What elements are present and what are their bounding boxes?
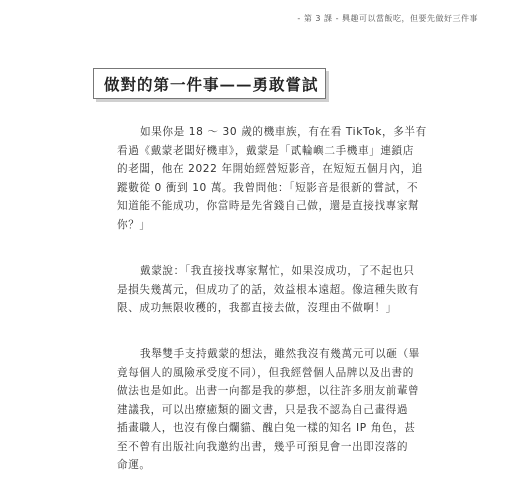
running-header: - 第 3 課 - 興趣可以當飯吃，但要先做好三件事	[297, 14, 478, 23]
paragraph-line: 的老闆，他在 2022 年開始經營短影音，在短短五個月內，追	[117, 163, 423, 175]
paragraph-3	[117, 345, 420, 475]
paragraph-line: 戴蒙說：「我直接找專家幫忙，如果沒成功，了不起也只	[140, 265, 415, 277]
paragraph-line: 你？」	[117, 218, 151, 231]
paragraph-line: 如果你是 18 ～ 30 歲的機車族，有在看 TikTok，多半有	[140, 126, 427, 138]
paragraph-line: 做法也是如此。出書一向都是我的夢想，以往許多朋友前輩曾	[117, 385, 420, 397]
paragraph-line: 蹤數從 0 衝到 10 萬。我曾問他：「短影音是很新的嘗試，不	[117, 181, 419, 194]
paragraph-line: 限、成功無限收穫的，我都直接去做，沒理由不做啊！」	[117, 302, 397, 314]
section-title-box	[93, 68, 326, 99]
paragraph-line: 知道能不能成功，你當時是先省錢自己做，還是直接找專家幫	[117, 200, 420, 212]
paragraph-line: 插畫職人，也沒有像白爛貓、醜白兔一樣的知名 IP 角色，甚	[117, 422, 416, 434]
paragraph-2	[117, 262, 420, 318]
paragraph-line: 看過《戴蒙老闆好機車》，戴蒙是「貳輪嶼二手機車」連鎖店	[117, 144, 414, 157]
paragraph-line: 命運。	[117, 459, 151, 471]
paragraph-line: 竟每個人的風險承受度不同），但我經營個人品牌以及出書的	[117, 366, 414, 379]
paragraph-line: 建議我，可以出療癒類的圖文書，只是我不認為自己畫得過	[117, 403, 409, 416]
paragraph-line: 至不曾有出版社向我邀約出書，幾乎可預見會一出即沒落的	[117, 440, 409, 453]
paragraph-1	[117, 123, 427, 234]
section-title: 做對的第一件事——勇敢嘗試	[104, 74, 319, 94]
paragraph-line: 是損失幾萬元，但成功了的話，效益根本遠超。像這種失敗有	[117, 283, 420, 296]
paragraph-line: 我舉雙手支持戴蒙的想法，雖然我沒有幾萬元可以砸（畢	[140, 348, 420, 360]
